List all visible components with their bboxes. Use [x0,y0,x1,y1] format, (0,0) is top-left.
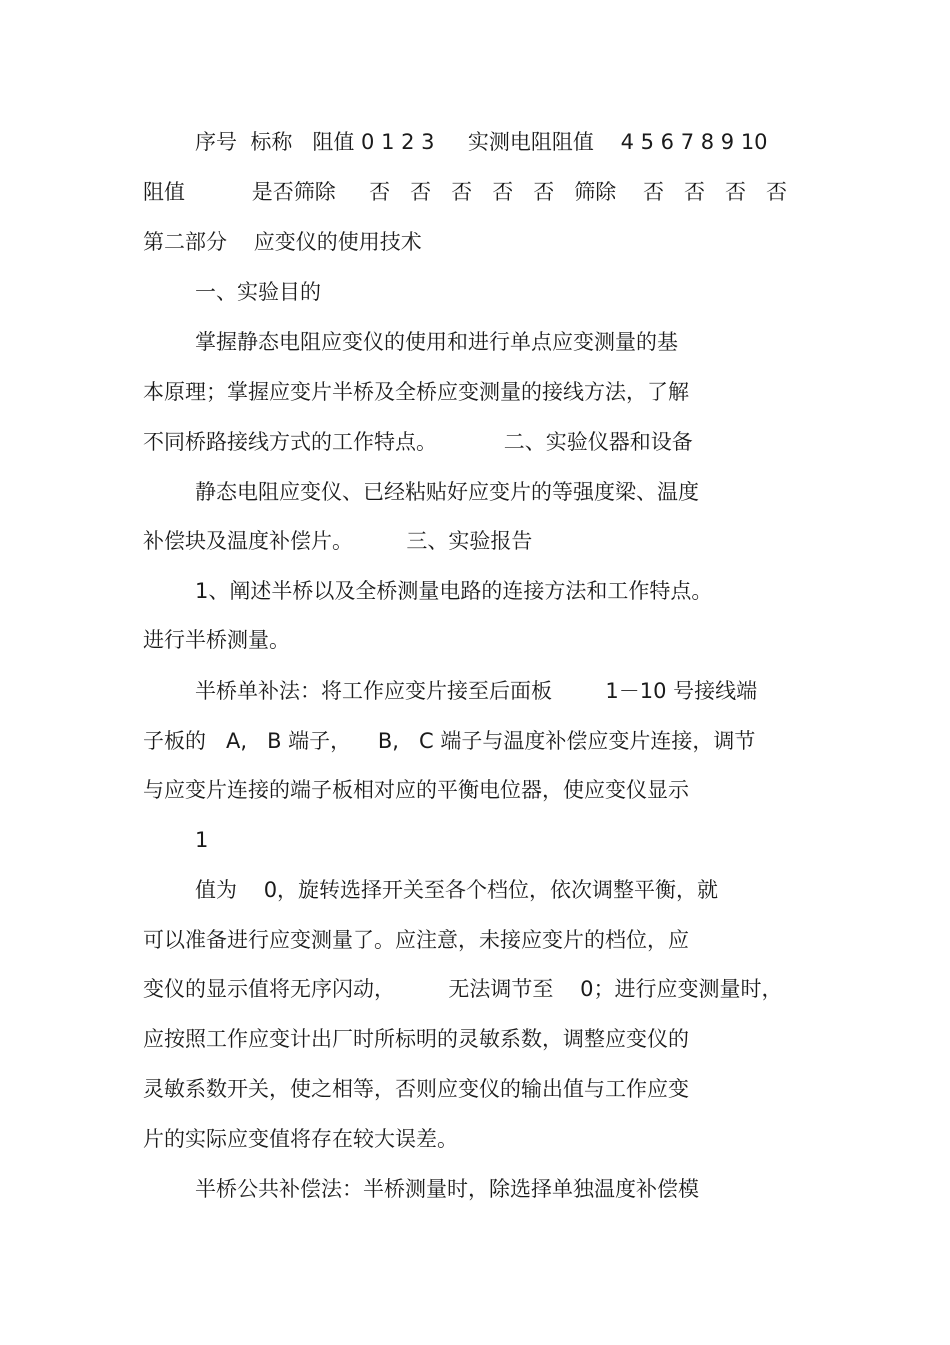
paragraph-line: 半桥单补法：将工作应变片接至后面板 1－10 号接线端 [195,679,758,703]
section-heading: 第二部分 应变仪的使用技术 [143,230,422,254]
paragraph-line: 与应变片连接的端子板相对应的平衡电位器，使应变仪显示 [143,778,689,802]
paragraph-line: 静态电阻应变仪、已经粘贴好应变片的等强度梁、温度 [195,480,699,504]
paragraph-line: 可以准备进行应变测量了。应注意，未接应变片的档位，应 [143,928,689,952]
paragraph-line: 子板的 A, B 端子， B, C 端子与温度补偿应变片连接，调节 [143,729,756,753]
table-row-line: 阻值 是否筛除 否 否 否 否 否 筛除 否 否 否 否 [143,180,788,204]
paragraph-line: 1、阐述半桥以及全桥测量电路的连接方法和工作特点。 [195,579,713,603]
paragraph-line: 应按照工作应变计出厂时所标明的灵敏系数，调整应变仪的 [143,1027,689,1051]
paragraph-line: 灵敏系数开关，使之相等，否则应变仪的输出值与工作应变 [143,1077,689,1101]
paragraph-line: 不同桥路接线方式的工作特点。 二、实验仪器和设备 [143,430,693,454]
page-number: 1 [195,828,209,852]
paragraph-line: 值为 0，旋转选择开关至各个档位，依次调整平衡，就 [195,878,719,902]
table-header-line: 序号 标称 阻值 0 1 2 3 实测电阻阻值 4 5 6 7 8 9 10 [195,130,768,154]
paragraph-line: 补偿块及温度补偿片。 三、实验报告 [143,529,533,553]
paragraph-line: 掌握静态电阻应变仪的使用和进行单点应变测量的基 [195,330,678,354]
paragraph-line: 本原理；掌握应变片半桥及全桥应变测量的接线方法，了解 [143,380,689,404]
paragraph-line: 进行半桥测量。 [143,628,290,652]
paragraph-line: 半桥公共补偿法：半桥测量时，除选择单独温度补偿模 [195,1177,699,1201]
paragraph-line: 片的实际应变值将存在较大误差。 [143,1127,458,1151]
subsection-heading: 一、实验目的 [195,280,321,304]
paragraph-line: 变仪的显示值将无序闪动， 无法调节至 0；进行应变测量时， [143,977,783,1001]
